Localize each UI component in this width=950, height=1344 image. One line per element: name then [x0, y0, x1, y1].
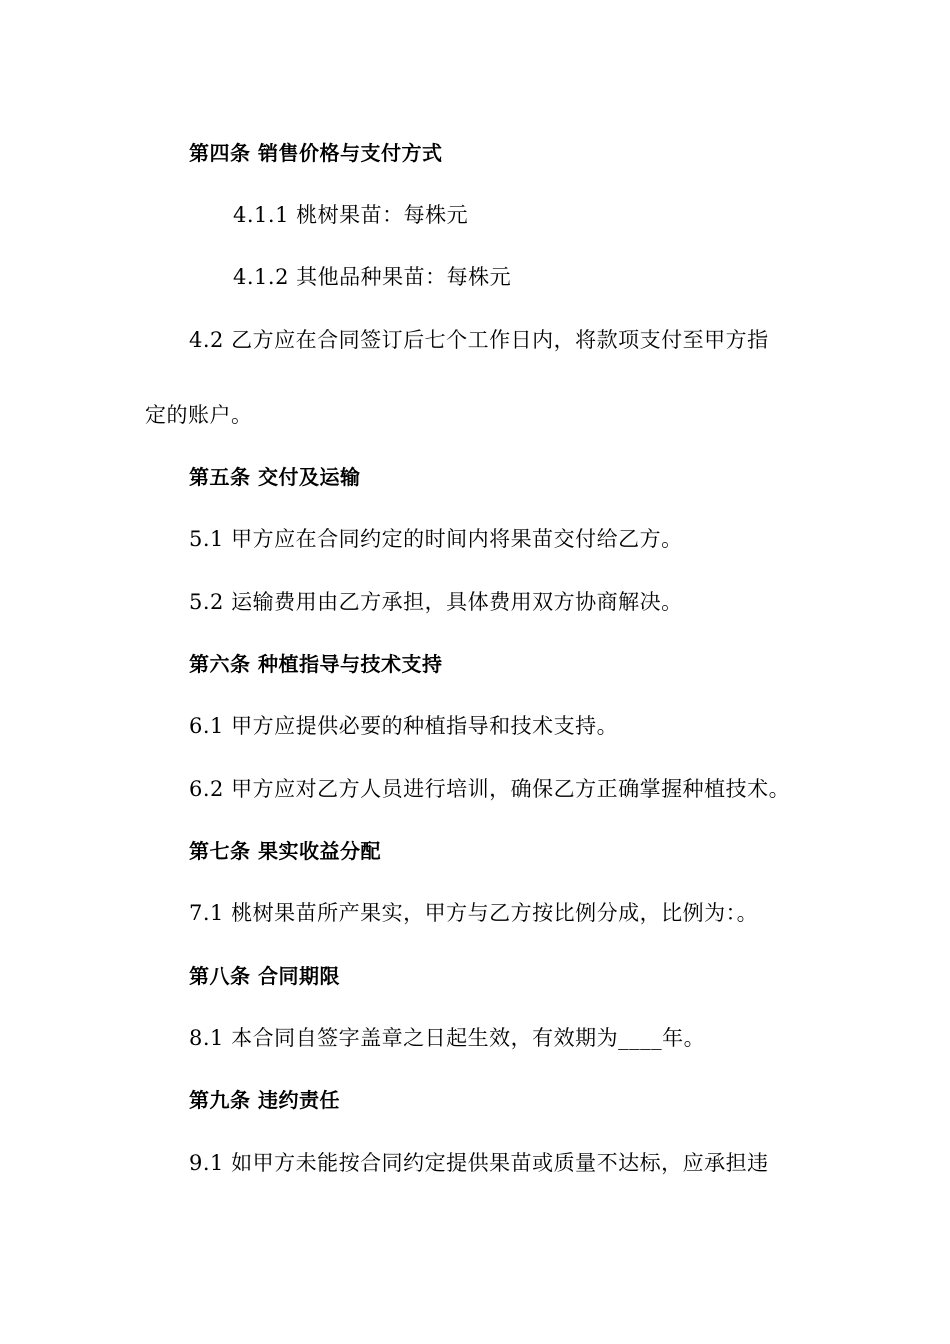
clause-4-1-2: 4.1.2 其他品种果苗：每株元	[233, 265, 512, 289]
clause-6-1: 6.1 甲方应提供必要的种植指导和技术支持。	[189, 714, 619, 738]
clause-6-2: 6.2 甲方应对乙方人员进行培训，确保乙方正确掌握种植技术。	[189, 777, 791, 801]
section-8-heading: 第八条 合同期限	[189, 964, 340, 988]
section-6-heading: 第六条 种植指导与技术支持	[189, 652, 443, 676]
clause-4-1-1: 4.1.1 桃树果苗：每株元	[233, 203, 469, 227]
section-9-heading: 第九条 违约责任	[189, 1088, 340, 1112]
section-7-heading: 第七条 果实收益分配	[189, 839, 381, 863]
clause-4-2-line-2: 定的账户。	[145, 403, 253, 427]
clause-9-1-line-1: 9.1 如甲方未能按合同约定提供果苗或质量不达标，应承担违	[189, 1151, 769, 1175]
clause-7-1: 7.1 桃树果苗所产果实，甲方与乙方按比例分成，比例为：。	[189, 901, 759, 925]
clause-5-1: 5.1 甲方应在合同约定的时间内将果苗交付给乙方。	[189, 527, 683, 551]
clause-4-2-line-1: 4.2 乙方应在合同签订后七个工作日内，将款项支付至甲方指	[189, 328, 769, 352]
clause-5-2: 5.2 运输费用由乙方承担，具体费用双方协商解决。	[189, 590, 683, 614]
section-5-heading: 第五条 交付及运输	[189, 465, 361, 489]
section-4-heading: 第四条 销售价格与支付方式	[189, 141, 443, 165]
clause-8-1: 8.1 本合同自签字盖章之日起生效，有效期为____年。	[189, 1026, 706, 1050]
